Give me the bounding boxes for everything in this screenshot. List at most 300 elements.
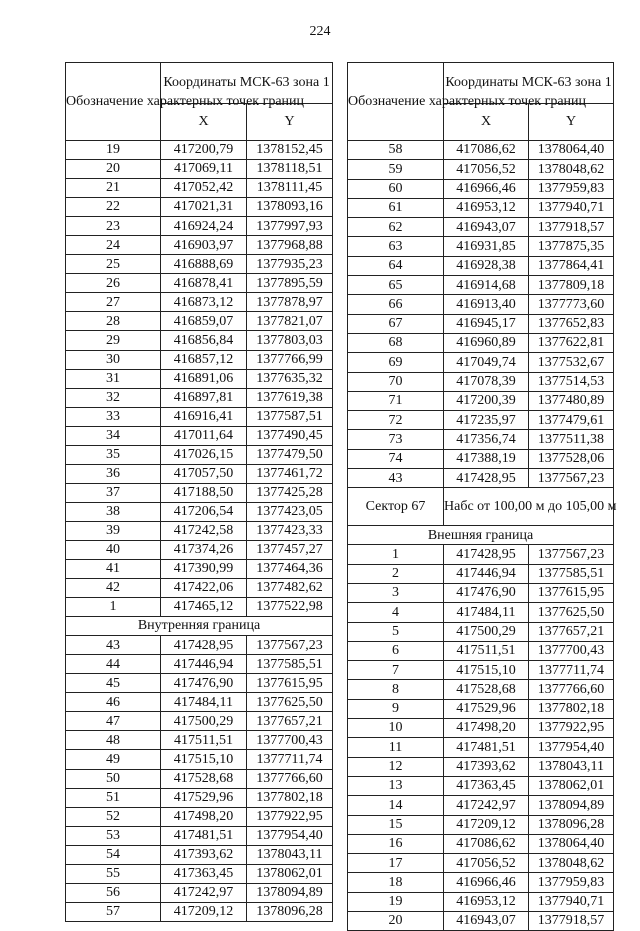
coord-y: 1377809,18 — [529, 276, 614, 295]
table-row — [348, 603, 614, 622]
table-row — [66, 369, 333, 388]
coord-x: 416924,24 — [161, 217, 247, 236]
table-row — [66, 750, 333, 769]
coord-x: 417200,79 — [161, 141, 247, 160]
point-number: 54 — [66, 845, 161, 864]
table-row — [348, 641, 614, 660]
coord-x: 417446,94 — [161, 655, 247, 674]
coord-y: 1377878,97 — [247, 293, 333, 312]
table-row — [348, 314, 614, 333]
coord-x: 416945,17 — [444, 314, 529, 333]
coord-y: 1377625,50 — [247, 693, 333, 712]
point-number: 27 — [66, 293, 161, 312]
table-row — [348, 411, 614, 430]
coord-x: 416916,41 — [161, 407, 247, 426]
table-row — [348, 911, 614, 930]
table-row — [348, 276, 614, 295]
table-row — [66, 712, 333, 731]
coord-y: 1378064,40 — [529, 141, 614, 160]
coord-x: 417049,74 — [444, 353, 529, 372]
point-number: 65 — [348, 276, 444, 295]
coord-y: 1377959,83 — [529, 179, 614, 198]
coord-y: 1377918,57 — [529, 911, 614, 930]
coord-x: 417363,45 — [444, 776, 529, 795]
header-designation: Обозначение характерных точек границ — [66, 63, 161, 141]
coord-x: 417086,62 — [444, 141, 529, 160]
point-number: 35 — [66, 445, 161, 464]
table-row — [66, 293, 333, 312]
table-row — [66, 693, 333, 712]
coord-x: 417011,64 — [161, 426, 247, 445]
coord-y: 1377954,40 — [247, 826, 333, 845]
point-number: 50 — [66, 769, 161, 788]
table-row — [348, 160, 614, 179]
coord-y: 1377657,21 — [529, 622, 614, 641]
point-number: 10 — [348, 719, 444, 738]
point-number: 12 — [348, 757, 444, 776]
point-number: 16 — [348, 834, 444, 853]
coord-x: 416943,07 — [444, 218, 529, 237]
point-number: 22 — [66, 198, 161, 217]
point-number: 36 — [66, 464, 161, 483]
left-rows-inner — [66, 636, 333, 922]
table-row — [348, 256, 614, 275]
coord-x: 417446,94 — [444, 564, 529, 583]
point-number: 41 — [66, 560, 161, 579]
table-row — [66, 655, 333, 674]
coord-x: 417500,29 — [444, 622, 529, 641]
coord-y: 1377514,53 — [529, 372, 614, 391]
point-number: 9 — [348, 699, 444, 718]
point-number: 3 — [348, 583, 444, 602]
coord-x: 416966,46 — [444, 873, 529, 892]
coord-y: 1377423,05 — [247, 502, 333, 521]
coord-x: 417242,97 — [161, 883, 247, 902]
coord-y: 1377464,36 — [247, 560, 333, 579]
section-inner-boundary: Внутренняя граница — [66, 617, 333, 636]
point-number: 52 — [66, 807, 161, 826]
coord-x: 417242,97 — [444, 796, 529, 815]
coord-x: 417481,51 — [444, 738, 529, 757]
coordinates-table-left — [65, 62, 333, 922]
coord-y: 1377803,03 — [247, 331, 333, 350]
coord-x: 416931,85 — [444, 237, 529, 256]
coord-x: 417026,15 — [161, 445, 247, 464]
coord-x: 417388,19 — [444, 449, 529, 468]
coord-y: 1377802,18 — [247, 788, 333, 807]
table-row — [66, 312, 333, 331]
table-row — [66, 902, 333, 921]
coord-x: 417476,90 — [161, 674, 247, 693]
point-number: 44 — [66, 655, 161, 674]
point-number: 68 — [348, 333, 444, 352]
coord-y: 1377619,38 — [247, 388, 333, 407]
table-row — [66, 769, 333, 788]
point-number: 53 — [66, 826, 161, 845]
table-row — [66, 826, 333, 845]
table-row — [66, 445, 333, 464]
coord-y: 1377528,06 — [529, 449, 614, 468]
table-row — [66, 255, 333, 274]
table-row — [66, 864, 333, 883]
point-number: 56 — [66, 883, 161, 902]
table-row — [348, 564, 614, 583]
coord-y: 1377490,45 — [247, 426, 333, 445]
coord-y: 1377773,60 — [529, 295, 614, 314]
table-row — [66, 788, 333, 807]
coord-x: 416903,97 — [161, 236, 247, 255]
table-row — [66, 598, 333, 617]
coord-y: 1377652,83 — [529, 314, 614, 333]
coord-y: 1377922,95 — [247, 807, 333, 826]
coord-y: 1378118,51 — [247, 160, 333, 179]
coord-y: 1377567,23 — [529, 545, 614, 564]
point-number: 61 — [348, 198, 444, 217]
coord-x: 417498,20 — [444, 719, 529, 738]
sector-label: Сектор 67 — [348, 488, 444, 526]
coord-y: 1378043,11 — [247, 845, 333, 864]
right-rows-sector — [348, 545, 614, 931]
coord-x: 416897,81 — [161, 388, 247, 407]
coord-y: 1377457,27 — [247, 540, 333, 559]
header-coordinates: Координаты МСК-63 зона 1 — [161, 63, 333, 104]
coord-x: 416857,12 — [161, 350, 247, 369]
point-number: 66 — [348, 295, 444, 314]
point-number: 2 — [348, 564, 444, 583]
table-row — [348, 622, 614, 641]
coord-x: 417374,26 — [161, 540, 247, 559]
coord-x: 417476,90 — [444, 583, 529, 602]
point-number: 32 — [66, 388, 161, 407]
coord-y: 1377700,43 — [247, 731, 333, 750]
coord-x: 417056,52 — [444, 160, 529, 179]
coord-x: 417528,68 — [161, 769, 247, 788]
point-number: 51 — [66, 788, 161, 807]
page-number: 224 — [309, 24, 331, 39]
coord-y: 1378062,01 — [247, 864, 333, 883]
point-number: 8 — [348, 680, 444, 699]
coord-y: 1378064,40 — [529, 834, 614, 853]
point-number: 42 — [66, 579, 161, 598]
coord-x: 417529,96 — [161, 788, 247, 807]
table-row — [66, 464, 333, 483]
table-row — [66, 731, 333, 750]
coord-x: 417500,29 — [161, 712, 247, 731]
coord-x: 417422,06 — [161, 579, 247, 598]
coord-x: 416856,84 — [161, 331, 247, 350]
coord-x: 417528,68 — [444, 680, 529, 699]
point-number: 31 — [66, 369, 161, 388]
left-rows-outer — [66, 141, 333, 617]
table-row — [348, 218, 614, 237]
table-row — [348, 237, 614, 256]
table-row — [348, 449, 614, 468]
coord-x: 416928,38 — [444, 256, 529, 275]
coord-y: 1377567,23 — [529, 469, 614, 488]
coord-y: 1377766,60 — [247, 769, 333, 788]
coord-y: 1378111,45 — [247, 179, 333, 198]
point-number: 37 — [66, 483, 161, 502]
coord-y: 1377766,99 — [247, 350, 333, 369]
coord-y: 1377480,89 — [529, 391, 614, 410]
table-row — [348, 738, 614, 757]
coord-y: 1377940,71 — [529, 198, 614, 217]
coord-x: 416913,40 — [444, 295, 529, 314]
point-number: 49 — [66, 750, 161, 769]
coord-y: 1377922,95 — [529, 719, 614, 738]
table-row — [66, 560, 333, 579]
coord-y: 1377997,93 — [247, 217, 333, 236]
point-number: 6 — [348, 641, 444, 660]
table-row — [66, 331, 333, 350]
point-number: 4 — [348, 603, 444, 622]
coord-x: 417529,96 — [444, 699, 529, 718]
table-row — [66, 540, 333, 559]
coord-y: 1378096,28 — [529, 815, 614, 834]
table-row — [348, 141, 614, 160]
point-number: 64 — [348, 256, 444, 275]
coord-x: 417393,62 — [444, 757, 529, 776]
table-row — [66, 388, 333, 407]
coord-y: 1378093,16 — [247, 198, 333, 217]
point-number: 71 — [348, 391, 444, 410]
point-number: 47 — [66, 712, 161, 731]
table-row — [348, 545, 614, 564]
table-row — [348, 469, 614, 488]
table-row — [66, 579, 333, 598]
coord-x: 417052,42 — [161, 179, 247, 198]
coord-x: 417200,39 — [444, 391, 529, 410]
point-number: 1 — [348, 545, 444, 564]
coord-y: 1378043,11 — [529, 757, 614, 776]
point-number: 45 — [66, 674, 161, 693]
coord-x: 417484,11 — [161, 693, 247, 712]
coord-x: 417188,50 — [161, 483, 247, 502]
table-row — [348, 699, 614, 718]
coord-y: 1377935,23 — [247, 255, 333, 274]
point-number: 19 — [66, 141, 161, 160]
point-number: 40 — [66, 540, 161, 559]
coord-x: 417390,99 — [161, 560, 247, 579]
table-row — [348, 179, 614, 198]
coord-y: 1377711,74 — [247, 750, 333, 769]
table-row — [348, 815, 614, 834]
coord-y: 1377875,35 — [529, 237, 614, 256]
coord-y: 1377461,72 — [247, 464, 333, 483]
coord-y: 1377940,71 — [529, 892, 614, 911]
coord-y: 1378094,89 — [529, 796, 614, 815]
section-outer-boundary: Внешняя граница — [348, 526, 614, 545]
coord-x: 417069,11 — [161, 160, 247, 179]
table-row — [66, 502, 333, 521]
table-row — [66, 845, 333, 864]
table-row — [348, 391, 614, 410]
point-number: 20 — [66, 160, 161, 179]
point-number: 63 — [348, 237, 444, 256]
point-number: 55 — [66, 864, 161, 883]
right-rows-continued — [348, 141, 614, 488]
coord-x: 417056,52 — [444, 854, 529, 873]
coord-y: 1378048,62 — [529, 854, 614, 873]
point-number: 1 — [66, 598, 161, 617]
coord-x: 417481,51 — [161, 826, 247, 845]
table-row — [66, 674, 333, 693]
coord-x: 417393,62 — [161, 845, 247, 864]
point-number: 13 — [348, 776, 444, 795]
point-number: 62 — [348, 218, 444, 237]
table-row — [348, 583, 614, 602]
coord-y: 1377968,88 — [247, 236, 333, 255]
coord-x: 416878,41 — [161, 274, 247, 293]
coord-y: 1377425,28 — [247, 483, 333, 502]
table-row — [348, 680, 614, 699]
table-row — [348, 719, 614, 738]
point-number: 69 — [348, 353, 444, 372]
table-row — [348, 854, 614, 873]
coord-x: 417511,51 — [444, 641, 529, 660]
coord-x: 417235,97 — [444, 411, 529, 430]
coord-y: 1378152,45 — [247, 141, 333, 160]
table-row — [66, 807, 333, 826]
point-number: 74 — [348, 449, 444, 468]
table-row — [66, 350, 333, 369]
coord-x: 417465,12 — [161, 598, 247, 617]
header-coordinates: Координаты МСК-63 зона 1 — [444, 63, 614, 104]
header-x: X — [161, 104, 247, 141]
header-y: Y — [247, 104, 333, 141]
table-row — [66, 521, 333, 540]
coord-x: 416960,89 — [444, 333, 529, 352]
coord-x: 417356,74 — [444, 430, 529, 449]
point-number: 70 — [348, 372, 444, 391]
sector-height-range: Набс от 100,00 м до 105,00 м — [444, 488, 614, 526]
point-number: 73 — [348, 430, 444, 449]
point-number: 24 — [66, 236, 161, 255]
point-number: 33 — [66, 407, 161, 426]
coord-x: 417209,12 — [161, 902, 247, 921]
table-row — [348, 873, 614, 892]
coord-y: 1377766,60 — [529, 680, 614, 699]
table-row — [66, 883, 333, 902]
point-number: 5 — [348, 622, 444, 641]
coord-x: 417515,10 — [161, 750, 247, 769]
point-number: 57 — [66, 902, 161, 921]
coord-y: 1377622,81 — [529, 333, 614, 352]
table-row — [348, 198, 614, 217]
coord-y: 1378048,62 — [529, 160, 614, 179]
coord-x: 416943,07 — [444, 911, 529, 930]
coord-x: 417498,20 — [161, 807, 247, 826]
coord-y: 1377635,32 — [247, 369, 333, 388]
coord-y: 1377423,33 — [247, 521, 333, 540]
coord-x: 417242,58 — [161, 521, 247, 540]
coord-x: 417511,51 — [161, 731, 247, 750]
coord-x: 417086,62 — [444, 834, 529, 853]
point-number: 18 — [348, 873, 444, 892]
coord-y: 1377479,50 — [247, 445, 333, 464]
table-row — [348, 757, 614, 776]
point-number: 38 — [66, 502, 161, 521]
coord-y: 1377821,07 — [247, 312, 333, 331]
coord-y: 1377615,95 — [247, 674, 333, 693]
point-number: 59 — [348, 160, 444, 179]
point-number: 14 — [348, 796, 444, 815]
coord-x: 416914,68 — [444, 276, 529, 295]
point-number: 29 — [66, 331, 161, 350]
coord-x: 416891,06 — [161, 369, 247, 388]
coord-y: 1377585,51 — [247, 655, 333, 674]
coord-x: 417484,11 — [444, 603, 529, 622]
table-row — [66, 141, 333, 160]
coord-x: 417363,45 — [161, 864, 247, 883]
table-row — [66, 407, 333, 426]
coord-x: 417515,10 — [444, 661, 529, 680]
coord-y: 1377864,41 — [529, 256, 614, 275]
coord-x: 416953,12 — [444, 892, 529, 911]
coord-x: 417206,54 — [161, 502, 247, 521]
coord-x: 417078,39 — [444, 372, 529, 391]
point-number: 48 — [66, 731, 161, 750]
coord-y: 1377802,18 — [529, 699, 614, 718]
table-row — [66, 236, 333, 255]
coord-y: 1377567,23 — [247, 636, 333, 655]
table-row — [348, 892, 614, 911]
table-row — [348, 372, 614, 391]
point-number: 30 — [66, 350, 161, 369]
point-number: 25 — [66, 255, 161, 274]
point-number: 21 — [66, 179, 161, 198]
point-number: 15 — [348, 815, 444, 834]
point-number: 28 — [66, 312, 161, 331]
coord-y: 1377482,62 — [247, 579, 333, 598]
header-y: Y — [529, 104, 614, 141]
table-row — [348, 661, 614, 680]
coord-y: 1377532,67 — [529, 353, 614, 372]
point-number: 72 — [348, 411, 444, 430]
coord-x: 416873,12 — [161, 293, 247, 312]
coord-y: 1377479,61 — [529, 411, 614, 430]
coord-y: 1377954,40 — [529, 738, 614, 757]
point-number: 7 — [348, 661, 444, 680]
point-number: 58 — [348, 141, 444, 160]
point-number: 60 — [348, 179, 444, 198]
coord-y: 1378062,01 — [529, 776, 614, 795]
coord-y: 1378094,89 — [247, 883, 333, 902]
table-row — [348, 353, 614, 372]
coord-y: 1377895,59 — [247, 274, 333, 293]
point-number: 17 — [348, 854, 444, 873]
coord-x: 417428,95 — [444, 469, 529, 488]
point-number: 46 — [66, 693, 161, 712]
coord-y: 1377585,51 — [529, 564, 614, 583]
coord-x: 416953,12 — [444, 198, 529, 217]
coord-x: 417428,95 — [161, 636, 247, 655]
table-row — [348, 430, 614, 449]
coord-x: 417428,95 — [444, 545, 529, 564]
point-number: 43 — [348, 469, 444, 488]
table-row — [66, 636, 333, 655]
table-row — [66, 217, 333, 236]
point-number: 19 — [348, 892, 444, 911]
table-row — [66, 426, 333, 445]
coord-y: 1377522,98 — [247, 598, 333, 617]
table-row — [66, 483, 333, 502]
point-number: 34 — [66, 426, 161, 445]
coord-x: 416859,07 — [161, 312, 247, 331]
coord-y: 1377511,38 — [529, 430, 614, 449]
coordinates-table-right — [347, 62, 617, 931]
table-row — [66, 274, 333, 293]
